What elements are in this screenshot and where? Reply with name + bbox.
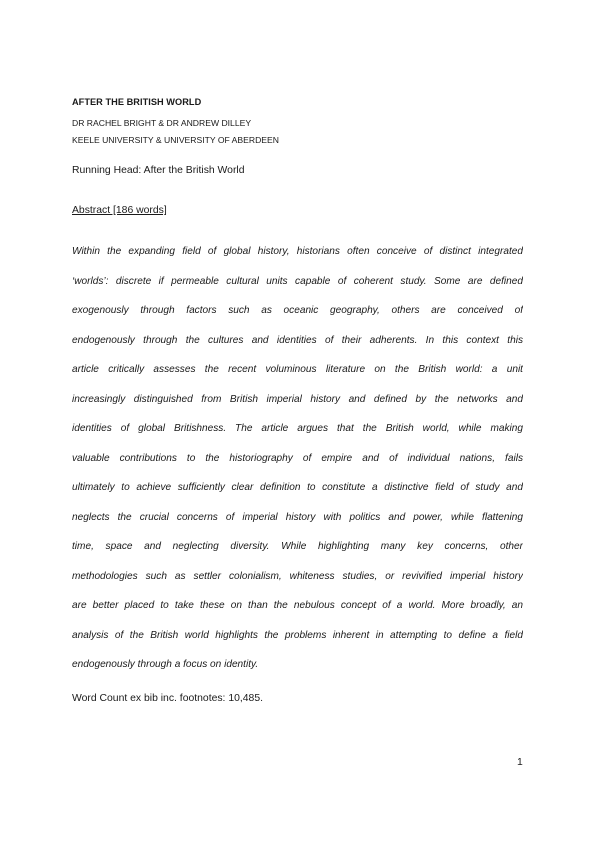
- abstract-line: time, space and neglecting diversity. While highlighting many key concerns, other: [72, 541, 523, 552]
- abstract-line: identities of global Britishness. The article argues that the British world, while making: [72, 423, 523, 434]
- abstract-line: ‘worlds’: discrete if permeable cultural units capable of coherent study. Some are defined: [72, 275, 523, 287]
- abstract-line: exogenously through factors such as oceanic geography, others are conceived of: [72, 305, 523, 316]
- author-names: DR RACHEL BRIGHT & DR ANDREW DILLEY: [72, 118, 252, 128]
- abstract-body: [72, 237, 523, 680]
- abstract-line: Within the expanding field of global history, historians often conceive of distinct integrated: [72, 246, 523, 257]
- abstract-heading: Abstract [186 words]: [72, 205, 167, 216]
- abstract-line: endogenously through the cultures and identities of their adherents. In this context this: [72, 334, 523, 346]
- abstract-line: methodologies such as settler colonialism, whiteness studies, or revivified imperial history: [72, 570, 523, 582]
- abstract-line: increasingly distinguished from British imperial history and defined by the networks and: [72, 393, 523, 405]
- abstract-line: article critically assesses the recent voluminous literature on the British world: a unit: [72, 364, 523, 375]
- word-count: Word Count ex bib inc. footnotes: 10,485.: [72, 693, 263, 704]
- author-affiliations: KEELE UNIVERSITY & UNIVERSITY OF ABERDEEN: [72, 135, 279, 145]
- abstract-line: neglects the crucial concerns of imperial history with politics and power, while flattening: [72, 511, 523, 523]
- abstract-line: ultimately to achieve sufficiently clear definition to constitute a distinctive field of study and: [72, 482, 523, 493]
- abstract-line: valuable contributions to the historiography of empire and of individual nations, fails: [72, 452, 523, 464]
- document-title: AFTER THE BRITISH WORLD: [72, 97, 202, 107]
- abstract-line: are better placed to take these on than the nebulous concept of a world. More broadly, an: [72, 600, 523, 611]
- abstract-line: analysis of the British world highlights the problems inherent in attempting to define a field: [72, 629, 523, 641]
- running-head: Running Head: After the British World: [72, 165, 245, 176]
- abstract-line: endogenously through a focus on identity.: [72, 659, 259, 670]
- page-number: 1: [517, 757, 523, 768]
